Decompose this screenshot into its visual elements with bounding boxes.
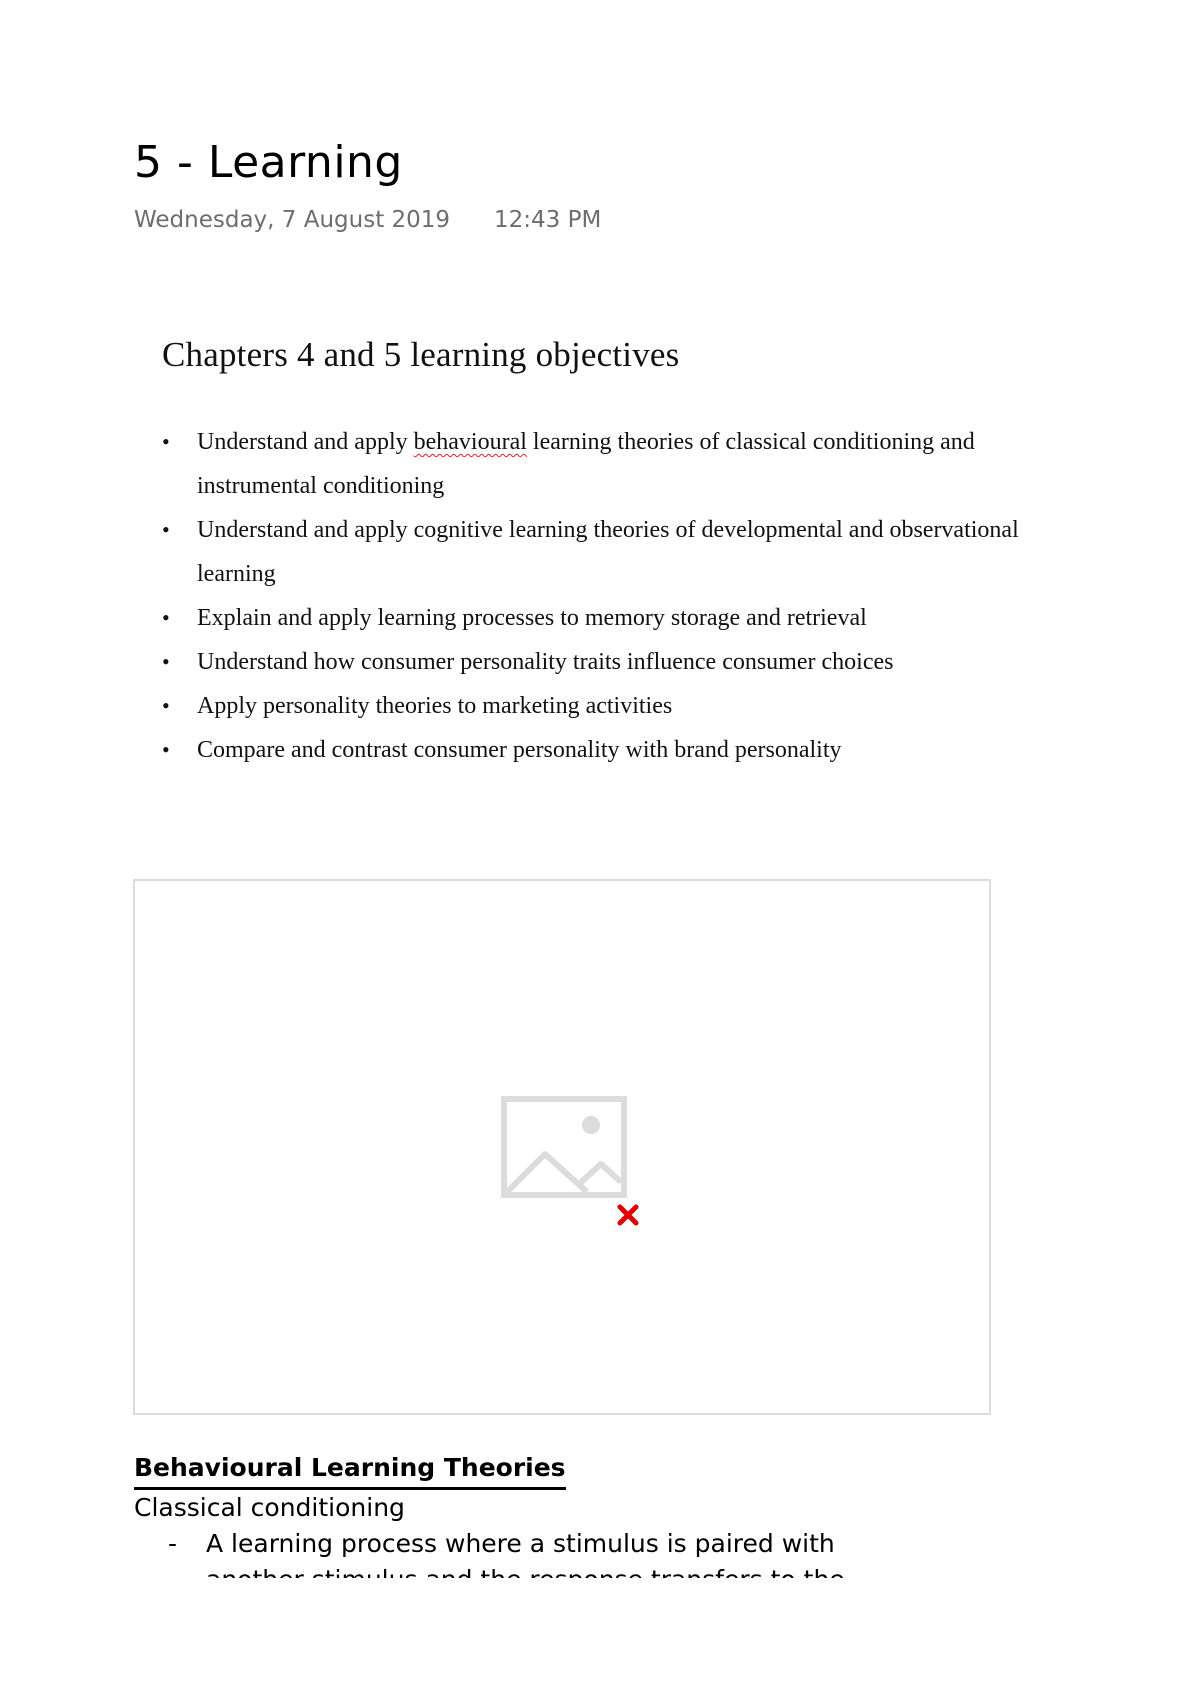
objective-item — [162, 684, 1022, 728]
objective-text: Compare and contrast consumer personality with brand personality — [197, 737, 842, 763]
bullet-icon: • — [162, 693, 170, 718]
objective-text: Explain and apply learning processes to memory storage and retrieval — [197, 605, 867, 631]
list-item-text: A learning process where a stimulus is paired with — [206, 1529, 835, 1558]
objective-item — [162, 420, 1022, 508]
objective-text: Apply personality theories to marketing activities — [197, 693, 673, 719]
objectives-list — [162, 420, 1022, 772]
dash-marker: - — [168, 1529, 178, 1558]
objective-item — [162, 508, 1022, 596]
bullet-icon: • — [162, 737, 170, 762]
page-bottom-margin — [0, 1578, 1200, 1698]
bullet-icon: • — [162, 605, 170, 630]
objective-text: Understand and apply — [197, 429, 414, 455]
objectives-heading: Chapters 4 and 5 learning objectives — [162, 335, 680, 374]
objective-text: Understand how consumer personality traits influence consumer choices — [197, 649, 894, 675]
bullet-icon: • — [162, 649, 170, 674]
page-time: 12:43 PM — [494, 207, 602, 233]
learning-objectives-image — [162, 330, 1022, 772]
page-date: Wednesday, 7 August 2019 — [134, 207, 451, 233]
objective-text: Understand and apply cognitive learning theories of developmental and observational learning — [197, 517, 1019, 587]
objective-item — [162, 728, 1022, 772]
section-heading: Behavioural Learning Theories — [134, 1450, 566, 1490]
objective-text: learning theories of classical conditioning and instrumental conditioning — [197, 429, 975, 499]
bullet-icon: • — [162, 429, 170, 454]
spellcheck-flagged-word: behavioural — [413, 429, 527, 455]
subheading: Classical conditioning — [134, 1493, 405, 1522]
objective-item — [162, 596, 1022, 640]
page-title: 5 - Learning — [134, 137, 403, 188]
bullet-icon: • — [162, 517, 170, 542]
image-placeholder-icon — [501, 1096, 627, 1198]
red-x-icon — [616, 1203, 640, 1227]
objective-item — [162, 640, 1022, 684]
broken-image-frame[interactable] — [133, 879, 991, 1415]
